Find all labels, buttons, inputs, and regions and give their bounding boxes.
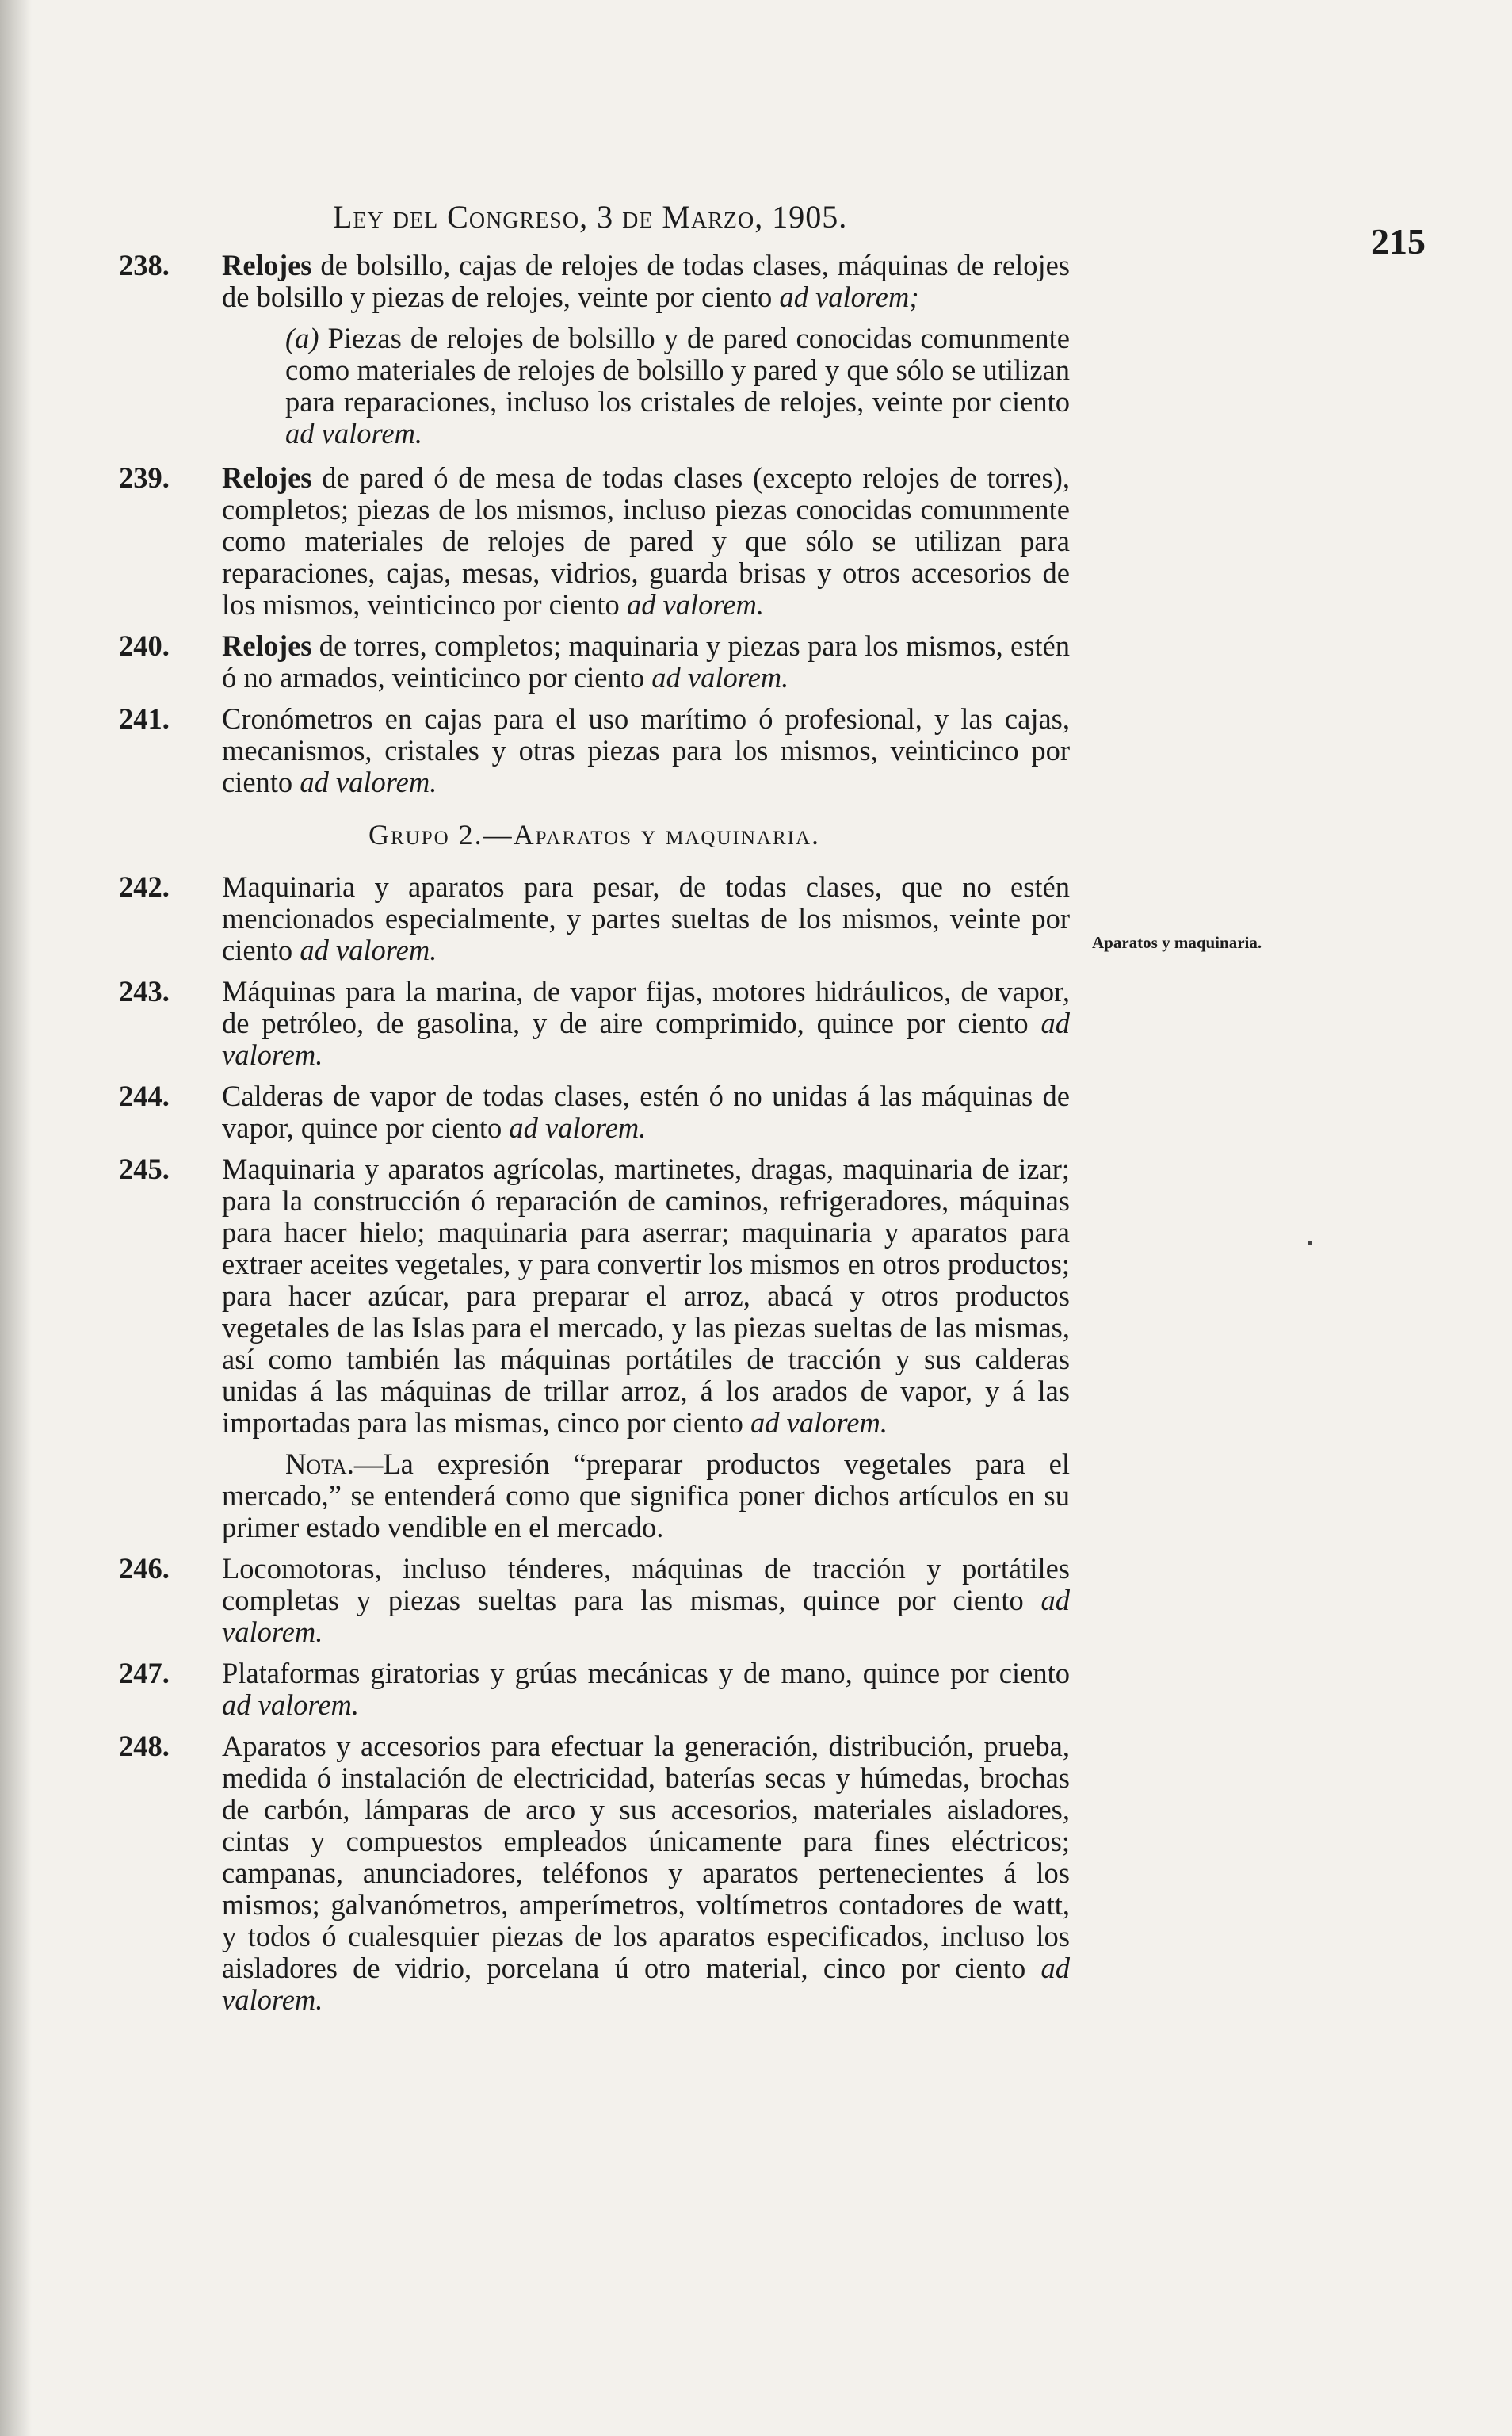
entry-number: 241. [119,702,170,735]
entry-lead-word: Relojes [222,629,312,662]
tariff-entry-248 [119,1730,1070,2016]
entry-text [222,976,1070,1071]
entry-text [222,250,1070,313]
entry-ad-valorem: ad valorem. [222,1952,1070,2016]
entry-text [222,871,1070,966]
entry-ad-valorem: ad valorem; [779,281,919,313]
entry-number: 244. [119,1080,170,1112]
tariff-entry-246 [119,1553,1070,1648]
entry-ad-valorem: ad valorem. [509,1111,647,1144]
entry-text [222,1553,1070,1648]
entry-ad-valorem: ad valorem. [651,661,789,694]
entry-body: Plataformas giratorias y grúas mecánicas y de mano, quince por ciento [222,1657,1070,1689]
entry-text [222,1730,1070,2016]
margin-note: Aparatos y maquinaria. [1092,933,1262,952]
tariff-entry-244 [119,1080,1070,1144]
entry-ad-valorem: ad valorem. [750,1406,888,1439]
tariff-entry-238 [119,250,1070,313]
running-header [333,198,1363,235]
entry-body: Cronómetros en cajas para el uso marítimo ó profesional, y las cajas, mecanismos, cristales y otras piezas para los mismos, veinticinco por ciento [222,702,1070,798]
group-heading: Grupo 2.—Aparatos y maquinaria. [368,819,820,851]
entry-body: Locomotoras, incluso ténderes, máquinas de tracción y portátiles completas y piezas sueltas para las mismas, quince por ciento [222,1552,1070,1616]
entry-ad-valorem: ad valorem. [222,1688,360,1721]
page-number: 215 [1371,221,1426,262]
tariff-entry-242 [119,871,1070,966]
page-edge-shadow [0,0,32,2436]
entry-body: de torres, completos; maquinaria y piezas para los mismos, estén ó no armados, veinticinco por ciento [222,629,1070,694]
tariff-entry-245 [119,1153,1070,1439]
entry-body: de bolsillo, cajas de relojes de todas clases, máquinas de relojes de bolsillo y piezas de relojes, veinte por ciento [222,249,1070,313]
entry-number: 248. [119,1730,170,1762]
entry-number: 246. [119,1552,170,1585]
sub-entry-ad-valorem: ad valorem. [285,417,423,449]
page-body [119,250,1070,2025]
tariff-entry-240 [119,630,1070,694]
entry-number: 247. [119,1657,170,1689]
tariff-entry-243 [119,976,1070,1071]
entry-ad-valorem: ad valorem. [300,934,437,966]
entry-lead-word: Relojes [222,249,312,281]
entry-number: 242. [119,870,170,903]
running-title-prefix: Ley del Congreso [333,199,580,235]
tariff-entry-239 [119,462,1070,621]
tariff-entry-247 [119,1658,1070,1721]
entry-number: 238. [119,249,170,281]
entry-ad-valorem: ad valorem. [626,588,764,621]
entry-body: Maquinaria y aparatos para pesar, de todas clases, que no estén mencionados especialmente, y partes sueltas de los mismos, veinte por ciento [222,870,1070,966]
nota-label: Nota [285,1447,347,1480]
entry-ad-valorem: ad valorem. [222,1007,1071,1071]
entry-body: Aparatos y accesorios para efectuar la generación, distribución, prueba, medida ó instalación de electricidad, baterías secas y húmedas, brochas de carbón, lámparas de arco y sus accesorios, materiales aisladores, cintas y compuestos empleados únicamente para fines eléctricos; campanas, anunciadores, teléfonos y aparatos pertenecientes á los mismos; galvanómetros, amperímetros, voltímetros contadores de watt, y todos ó cualesquier piezas de los aparatos especificados, incluso los aisladores de vidrio, porcelana ú otro material, cinco por ciento [222,1730,1070,1984]
tariff-entry-241 [119,703,1070,798]
entry-text [222,1080,1070,1144]
nota-text: .—La expresión “preparar productos vegetales para el mercado,” se entenderá como que significa poner dichos artículos en su primer estado vendible en el mercado. [222,1447,1070,1543]
entry-number: 239. [119,461,170,494]
entry-number: 243. [119,975,170,1008]
entry-body: Calderas de vapor de todas clases, estén ó no unidas á las máquinas de vapor, quince por ciento [222,1080,1070,1144]
entry-body: de pared ó de mesa de todas clases (excepto relojes de torres), completos; piezas de los mismos, incluso piezas conocidas comunmente como materiales de relojes de pared y que sólo se utilizan para reparaciones, cajas, mesas, vidrios, guarda brisas y otros accesorios de los mismos, veinticinco por ciento [222,461,1070,621]
entry-ad-valorem: ad valorem. [300,766,437,798]
entry-text [222,1153,1070,1439]
nota-paragraph [222,1448,1070,1543]
entry-text [222,703,1070,798]
entry-text [222,1658,1070,1721]
ink-speck [1308,1241,1312,1245]
entry-number: 245. [119,1153,170,1185]
sub-entry-a [285,323,1070,449]
sub-entry-text: Piezas de relojes de bolsillo y de pared conocidas comunmente como materiales de relojes de bolsillo y pared y que sólo se utilizan para reparaciones, incluso los cristales de relojes, veinte por ciento [285,322,1070,418]
entry-ad-valorem: ad valorem. [222,1584,1071,1648]
running-title-date: , 3 de Marzo, 1905. [579,199,848,235]
entry-number: 240. [119,629,170,662]
entry-body: Maquinaria y aparatos agrícolas, martinetes, dragas, maquinaria de izar; para la construcción ó reparación de caminos, refrigeradores, máquinas para hacer hielo; maquinaria para aserrar; maquinaria y aparatos para extraer aceites vegetales, y para convertir los mismos en otros productos; para hacer azúcar, para preparar el arroz, abacá y otros productos vegetales de las Islas para el mercado, y las piezas sueltas de las mismas, así como también las máquinas portátiles de tracción y sus calderas unidas á las máquinas de trillar arroz, á los arados de vapor, y á las importadas para las mismas, cinco por ciento [222,1153,1070,1439]
sub-entry-label: (a) [285,322,319,354]
entry-text [222,630,1070,694]
entry-text [222,462,1070,621]
entry-lead-word: Relojes [222,461,312,494]
entry-body: Máquinas para la marina, de vapor fijas, motores hidráulicos, de vapor, de petróleo, de gasolina, y de aire comprimido, quince por ciento [222,975,1070,1039]
